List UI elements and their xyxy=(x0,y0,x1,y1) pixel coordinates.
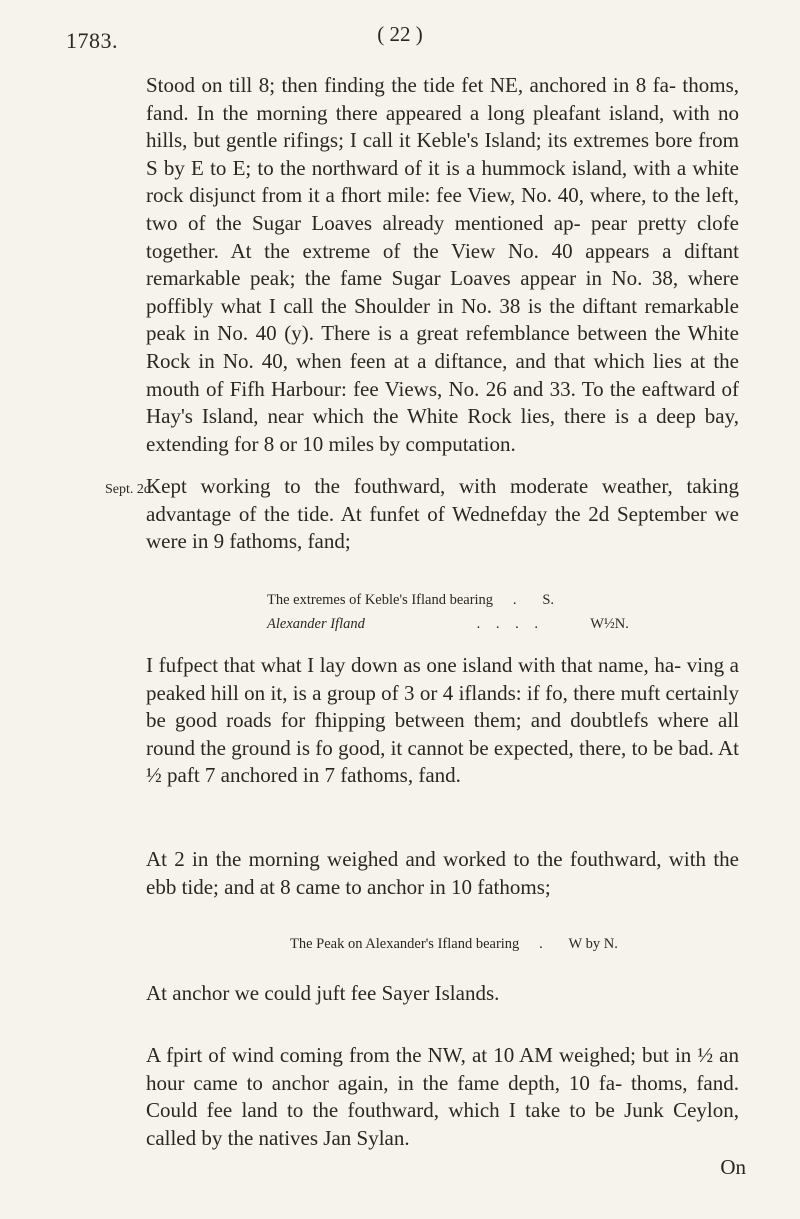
bearing-value: W½N. xyxy=(590,616,629,632)
bearing-label: The extremes of Keble's Ifland bearing xyxy=(267,592,494,608)
paragraph-text: A fpirt of wind coming from the NW, at 10 AM weighed; but in ½ an hour came to anchor again, in the fame depth, 10 fa- thoms, fand. Could fee land to the fouthward, which I take to be Junk Ceylon, called by the natives Jan Sylan. xyxy=(146,1043,739,1150)
bearing-value: W by N. xyxy=(568,936,618,952)
bearing-row-kebles xyxy=(267,592,554,609)
paragraph-6 xyxy=(146,1042,739,1152)
bearing-row-peak xyxy=(290,936,618,953)
paragraph-text: At anchor we could juft fee Sayer Islands. xyxy=(146,981,500,1005)
paragraph-5 xyxy=(146,980,739,1008)
paragraph-1 xyxy=(146,72,739,458)
paragraph-text: Kept working to the fouthward, with moderate weather, taking advantage of the tide. At funfet of Wednefday the 2d September we were in 9 fathoms, fand; xyxy=(146,474,739,554)
page-number: ( 22 ) xyxy=(377,22,423,46)
bearing-leader: . . . . xyxy=(476,616,544,632)
margin-date-sept: Sept. 2d. xyxy=(105,482,155,497)
bearing-leader: . xyxy=(512,592,523,608)
bearing-label: The Peak on Alexander's Ifland bearing xyxy=(290,936,520,952)
margin-year: 1783. xyxy=(66,28,118,53)
paragraph-text: I fufpect that what I lay down as one island with that name, ha- ving a peaked hill on it, is a group of 3 or 4 iflands: if fo, there muft certainly be good roads for fhipping between them; and doubtlefs where all round the ground is fo good, it cannot be expected, there, to be bad. At ½ paft 7 anchored in 7 fathoms, fand. xyxy=(146,653,739,788)
paragraph-3 xyxy=(146,652,739,790)
catchword: On xyxy=(720,1155,746,1179)
paragraph-2 xyxy=(146,473,739,556)
paragraph-4 xyxy=(146,846,739,901)
bearing-value: S. xyxy=(542,592,555,608)
bearing-leader: . xyxy=(539,936,549,952)
paragraph-text: At 2 in the morning weighed and worked to the fouthward, with the ebb tide; and at 8 came to anchor in 10 fathoms; xyxy=(146,847,739,899)
bearing-row-alexander xyxy=(267,616,629,633)
paragraph-text: Stood on till 8; then finding the tide fet NE, anchored in 8 fa- thoms, fand. In the morning there appeared a long pleafant island, with no hills, but gentle rifings; I call it Keble's Island; its extremes bore from S by E to E; to the northward of it is a hummock island, with a white rock disjunct from it a fhort mile: fee View, No. 40, where, to the left, two of the Sugar Loaves already mentioned ap- pear pretty clofe together. At the extreme of the View No. 40 appears a diftant remarkable peak; the fame Sugar Loaves appear in No. 38, where poffibly what I call the Shoulder in No. 38 is the diftant remarkable peak in No. 40 (y). There is a great refemblance between the White Rock in No. 40, when feen at a diftance, and that which lies at the mouth of Fifh Harbour: fee Views, No. 26 and 33. To the eaftward of Hay's Island, near which the White Rock lies, there is a deep bay, extending for 8 or 10 miles by computation. xyxy=(146,73,739,456)
bearing-label: Alexander Ifland xyxy=(267,616,365,632)
